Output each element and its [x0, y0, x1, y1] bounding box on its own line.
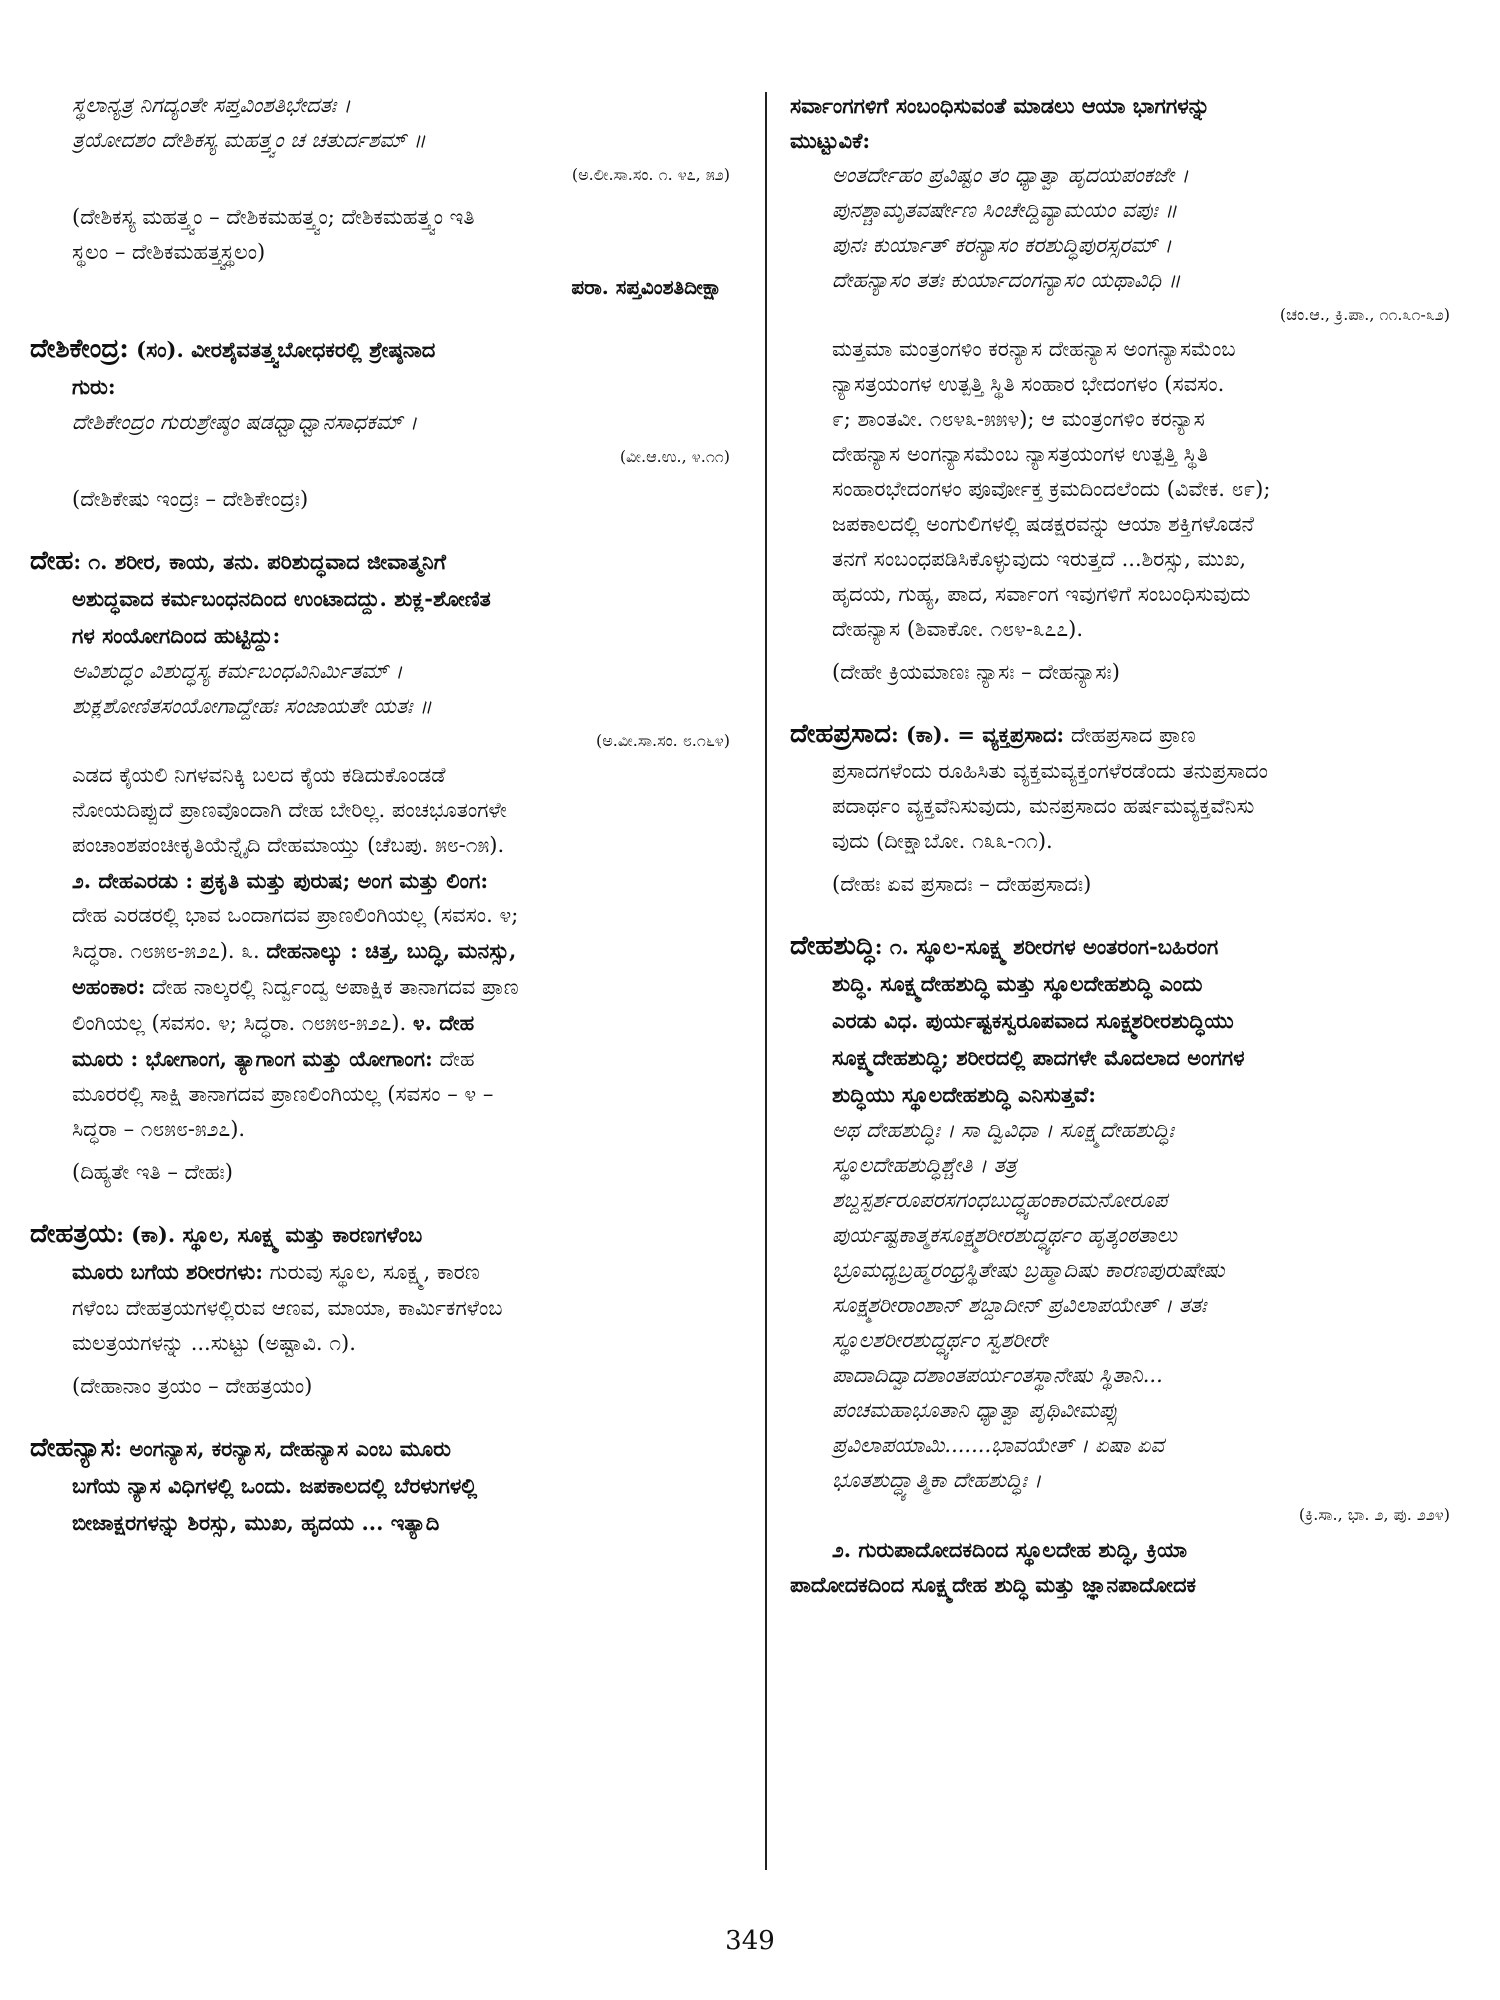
definition: : (ಕಾ). ಸ್ಥೂಲ, ಸೂಕ್ಷ್ಮ ಮತ್ತು ಕಾರಣಗಳೆಂಬ — [116, 1222, 423, 1247]
continued-entry — [30, 88, 742, 305]
verse-line: ಶುಕ್ಲಶೋಣಿತಸಂಯೋಗಾದ್ದೇಹಃ ಸಂಜಾಯತೇ ಯತಃ ॥ — [72, 694, 432, 718]
verse-line: ದೇಶಿಕೇಂದ್ರಂ ಗುರುಶ್ರೇಷ್ಠಂ ಷಡಧ್ವಾಧ್ವಾನಸಾಧಕಮ್ । — [72, 410, 418, 434]
paragraph-line: ತನಗೆ ಸಂಬಂಧಪಡಿಸಿಕೊಳ್ಳುವುದು ಇರುತ್ತದೆ ...ಶಿರಸ್ಸು, ಮುಖ, — [832, 547, 1247, 571]
headword: ದೇಹನ್ಯಾಸ — [30, 1433, 115, 1463]
verse-line: ದೇಹನ್ಯಾಸಂ ತತಃ ಕುರ್ಯಾದಂಗನ್ಯಾಸಂ ಯಥಾವಿಧಿ ॥ — [832, 268, 1181, 292]
etymology: (ದೇಹಃ ಏವ ಪ್ರಸಾದಃ – ದೇಹಪ್ರಸಾದಃ) — [832, 872, 1092, 896]
definition: (ಸಂ). ವೀರಶೈವತತ್ತ್ವಬೋಧಕರಲ್ಲಿ ಶ್ರೇಷ್ಠನಾದ — [136, 337, 436, 362]
verse-line: ಅಥ ದೇಹಶುದ್ಧಿಃ । ಸಾ ದ್ವಿವಿಧಾ । ಸೂಕ್ಷ್ಮದೇಹಶುದ್ಧಿಃ — [832, 1118, 1174, 1142]
paragraph-line: ನೋಯದಿಪ್ಪುದೆ ಪ್ರಾಣವೊಂದಾಗಿ ದೇಹ ಬೇರಿಲ್ಲ. ಪಂಚಭೂತಂಗಳೇ — [72, 798, 507, 822]
verse-line: ಪಾದಾದಿದ್ವಾದಶಾಂತಪರ್ಯಂತಸ್ಥಾನೇಷು ಸ್ಥಿತಾನಿ... — [832, 1363, 1163, 1387]
definition: ಬೀಜಾಕ್ಷರಗಳನ್ನು ಶಿರಸ್ಸು, ಮುಖ, ಹೃದಯ ... ಇತ್ಯಾದಿ — [72, 1510, 440, 1535]
paragraph-line: ಸಂಹಾರಭೇದಂಗಳಂ ಪೂರ್ವೋಕ್ತ ಕ್ರಮದಿಂದಲೆಂದು (ವಿವೇಕ. ೮೯); — [832, 477, 1271, 501]
definition: ಅಶುದ್ಧವಾದ ಕರ್ಮಬಂಧನದಿಂದ ಉಂಟಾದದ್ದು. ಶುಕ್ಲ-ಶೋಣಿತ — [72, 586, 491, 611]
definition: ಬಗೆಯ ನ್ಯಾಸ ವಿಧಿಗಳಲ್ಲಿ ಒಂದು. ಜಪಕಾಲದಲ್ಲಿ ಬೆರಳುಗಳಲ್ಲಿ — [72, 1473, 478, 1498]
headword: ದೇಶಿಕೇಂದ್ರ: — [30, 334, 129, 364]
paragraph-line: ದೇಹನ್ಯಾಸ (ಶಿವಾಕೋ. ೧೮೪-೩೭೭). — [832, 617, 1084, 641]
paragraph-line: ಮೂರರಲ್ಲಿ ಸಾಕ್ಷಿ ತಾನಾಗದವ ಪ್ರಾಣಲಿಂಗಿಯಲ್ಲ (ಸವಸಂ – ೪ – — [72, 1082, 494, 1106]
etymology: (ದೇಶಿಕಸ್ಯ ಮಹತ್ತ್ವಂ – ದೇಶಿಕಮಹತ್ತ್ವಂ; ದೇಶಿಕಮಹತ್ತ್ವಂ ಇತಿ — [72, 205, 475, 229]
paragraph-line: ಎಡದ ಕೈಯಲಿ ನಿಗಳವನಿಕ್ಕಿ ಬಲದ ಕೈಯ ಕಡಿದುಕೊಂಡಡೆ — [72, 763, 446, 787]
etymology: ಸ್ಥಲಂ – ದೇಶಿಕಮಹತ್ತ್ವಸ್ಥಲಂ) — [72, 240, 266, 264]
entry-dehaprasada — [790, 716, 1462, 902]
definition: : ಅಂಗನ್ಯಾಸ, ಕರನ್ಯಾಸ, ದೇಹನ್ಯಾಸ ಎಂಬ ಮೂರು — [114, 1436, 451, 1461]
paragraph-line: ದೇಹ ಎರಡರಲ್ಲಿ ಭಾವ ಒಂದಾಗದವ ಪ್ರಾಣಲಿಂಗಿಯಲ್ಲ (ಸವಸಂ. ೪; — [72, 903, 519, 927]
citation: (ವೀ.ಆ.ಉ., ೪.೧೧) — [619, 447, 730, 466]
definition: ಸೂಕ್ಷ್ಮದೇಹಶುದ್ಧಿ; ಶರೀರದಲ್ಲಿ ಪಾದಗಳೇ ಮೊದಲಾದ ಅಂಗಗಳ — [832, 1045, 1245, 1070]
verse-line: ಪ್ರವಿಲಾಪಯಾಮಿ.......ಭಾವಯೇತ್ । ಏಷಾ ಏವ — [832, 1433, 1164, 1457]
paragraph-line: ಪ್ರಸಾದಗಳೆಂದು ರೂಹಿಸಿತು ವ್ಯಕ್ತಮವ್ಯಕ್ತಂಗಳೆರಡೆಂದು ತನುಪ್ರಸಾದಂ — [832, 759, 1268, 783]
continued-entry — [790, 88, 1462, 690]
sense-heading: ದೇಹನಾಲ್ಕು : ಚಿತ್ತ, ಬುದ್ಧಿ, ಮನಸ್ಸು, — [266, 938, 517, 963]
verse-line: ಸ್ಥಲಾನ್ಯತ್ರ ನಿಗದ್ಯಂತೇ ಸಪ್ತವಿಂಶತಿಭೇದತಃ । — [72, 93, 351, 117]
definition: ಮೂರು ಬಗೆಯ ಶರೀರಗಳು: — [72, 1259, 263, 1284]
entry-dehatraya — [30, 1216, 742, 1404]
paragraph-line: ದೇಹನ್ಯಾಸ ಅಂಗನ್ಯಾಸಮೆಂಬ ನ್ಯಾಸತ್ರಯಂಗಳ ಉತ್ಪತ್ತಿ ಸ್ಥಿತಿ — [832, 442, 1209, 466]
definition: ಮುಟ್ಟುವಿಕೆ: — [790, 128, 871, 153]
attribution: ಪರಾ. ಸಪ್ತವಿಂಶತಿದೀಕ್ಷಾ — [571, 275, 722, 299]
page-number: 349 — [725, 1926, 775, 1956]
paragraph-line: ಮಲತ್ರಯಗಳನ್ನು ...ಸುಟ್ಟು (ಅಷ್ಟಾವಿ. ೧). — [72, 1331, 356, 1355]
paragraph-line: ಮತ್ತಮಾ ಮಂತ್ರಂಗಳಿಂ ಕರನ್ಯಾಸ ದೇಹನ್ಯಾಸ ಅಂಗನ್ಯಾಸಮೆಂಬ — [832, 337, 1236, 361]
paragraph-line: ಪದಾರ್ಥಂ ವ್ಯಕ್ತವೆನಿಸುವುದು, ಮನಪ್ರಸಾದಂ ಹರ್ಷಮವ್ಯಕ್ತವೆನಿಸು — [832, 794, 1255, 818]
definition: ಶುದ್ಧಿಯು ಸ್ಥೂಲದೇಹಶುದ್ಧಿ ಎನಿಸುತ್ತವೆ: — [832, 1082, 1096, 1107]
etymology: (ದೇಹಾನಾಂ ತ್ರಯಂ – ದೇಹತ್ರಯಂ) — [72, 1374, 313, 1398]
verse-line: ಪುನಶ್ಚಾಮೃತವರ್ಷೇಣ ಸಿಂಚೇದ್ದಿವ್ಯಾಮಯಂ ವಪುಃ ॥ — [832, 198, 1178, 222]
headword: ದೇಹತ್ರಯ — [30, 1219, 117, 1249]
definition: : ೧. ಶರೀರ, ಕಾಯ, ತನು. ಪರಿಶುದ್ಧವಾದ ಜೀವಾತ್ಮನಿಗೆ — [73, 549, 446, 574]
sense-heading: ಮೂರು : ಭೋಗಾಂಗ, ತ್ಯಾಗಾಂಗ ಮತ್ತು ಯೋಗಾಂಗ: — [72, 1046, 433, 1071]
verse-line: ಭೂತಶುದ್ಧ್ಯಾತ್ಮಿಕಾ ದೇಹಶುದ್ಧಿಃ । — [832, 1468, 1042, 1492]
verse-line: ಸ್ಥೂಲಶರೀರಶುದ್ಧ್ಯರ್ಥಂ ಸ್ವಶರೀರೇ — [832, 1328, 1048, 1352]
headword: ದೇಹ — [30, 546, 74, 576]
citation: (ಚಂ.ಆ., ಕ್ರಿ.ಪಾ., ೧೧.೩೧-೩೨) — [1279, 305, 1450, 324]
sense-heading: ಪಾದೋದಕದಿಂದ ಸೂಕ್ಷ್ಮದೇಹ ಶುದ್ಧಿ ಮತ್ತು ಜ್ಞಾನಪಾದೋದಕ — [790, 1572, 1196, 1597]
verse-line: ಪುರ್ಯಷ್ಟಕಾತ್ಮಕಸೂಕ್ಷ್ಮಶರೀರಶುದ್ಧ್ಯರ್ಥಂ ಹೃತ್ಕಂಠತಾಲು — [832, 1223, 1177, 1247]
verse-line: ತ್ರಯೋದಶಂ ದೇಶಿಕಸ್ಯ ಮಹತ್ತ್ವಂ ಚ ಚತುರ್ದಶಮ್ ॥ — [72, 128, 426, 152]
paragraph-line: ಲಿಂಗಿಯಲ್ಲ (ಸವಸಂ. ೪; ಸಿದ್ಧರಾ. ೧೮೫೮-೫೨೭). — [72, 1011, 407, 1035]
definition: : (ಕಾ). = ವ್ಯಕ್ತಪ್ರಸಾದ: — [890, 722, 1065, 747]
paragraph-line: ಹೃದಯ, ಗುಹ್ಯ, ಪಾದ, ಸರ್ವಾಂಗ ಇವುಗಳಿಗೆ ಸಂಬಂಧಿಸುವುದು — [832, 582, 1251, 606]
verse-line: ಪಂಚಮಹಾಭೂತಾನಿ ಧ್ಯಾತ್ವಾ ಪೃಥಿವೀಮಪ್ಸು — [832, 1398, 1119, 1422]
paragraph-line: ದೇಹ — [439, 1047, 475, 1071]
entry-dehanyasa — [30, 1430, 742, 1541]
verse-line: ಅಂತರ್ದೇಹಂ ಪ್ರವಿಷ್ಟಂ ತಂ ಧ್ಯಾತ್ವಾ ಹೃದಯಪಂಕಜೇ । — [832, 163, 1189, 187]
entry-deha — [30, 543, 742, 1190]
definition: ಗುರು: — [72, 374, 116, 399]
paragraph-line: ಸಿದ್ಧರಾ – ೧೮೫೮-೫೨೭). — [72, 1117, 246, 1141]
paragraph-line: ೯; ಶಾಂತವೀ. ೧೮೪೩-೫೫೪); ಆ ಮಂತ್ರಂಗಳಿಂ ಕರನ್ಯಾಸ — [832, 407, 1205, 431]
definition: ಗುರುವು ಸ್ಥೂಲ, ಸೂಕ್ಷ್ಮ, ಕಾರಣ — [262, 1260, 480, 1284]
paragraph-line: ವುದು (ದೀಕ್ಷಾಬೋ. ೧೩೩-೧೧). — [832, 829, 1053, 853]
paragraph-line: ಜಪಕಾಲದಲ್ಲಿ ಅಂಗುಲಿಗಳಲ್ಲಿ ಷಡಕ್ಷರವನ್ನು ಆಯಾ ಶಕ್ತಿಗಳೊಡನೆ — [832, 512, 1254, 536]
definition: ಗಳ ಸಂಯೋಗದಿಂದ ಹುಟ್ಟಿದ್ದು: — [72, 623, 281, 648]
definition: ಸರ್ವಾಂಗಗಳಿಗೆ ಸಂಬಂಧಿಸುವಂತೆ ಮಾಡಲು ಆಯಾ ಭಾಗಗಳನ್ನು — [790, 93, 1210, 118]
citation: (ಕ್ರಿ.ಸಾ., ಭಾ. ೨, ಪು. ೨೨೪) — [1298, 1505, 1450, 1524]
paragraph-line: ನ್ಯಾಸತ್ರಯಂಗಳ ಉತ್ಪತ್ತಿ ಸ್ಥಿತಿ ಸಂಹಾರ ಭೇದಂಗಳಂ (ಸವಸಂ. — [832, 372, 1225, 396]
definition: ಎರಡು ವಿಧ. ಪುರ್ಯಷ್ಟಕಸ್ವರೂಪವಾದ ಸೂಕ್ಷ್ಮಶರೀರಶುದ್ಧಿಯು — [832, 1008, 1234, 1033]
sense-heading: ೪. ದೇಹ — [412, 1010, 475, 1035]
etymology: (ದೇಹೇ ಕ್ರಿಯಮಾಣಃ ನ್ಯಾಸಃ – ದೇಹನ್ಯಾಸಃ) — [832, 660, 1120, 684]
verse-line: ಸ್ಥೂಲದೇಹಶುದ್ಧಿಶ್ಚೇತಿ । ತತ್ರ — [832, 1153, 1017, 1177]
verse-line: ಭ್ರೂಮಧ್ಯಬ್ರಹ್ಮರಂಧ್ರಸ್ಥಿತೇಷು ಬ್ರಹ್ಮಾದಿಷು ಕಾರಣಪುರುಷೇಷು — [832, 1258, 1225, 1282]
definition: ಶುದ್ಧಿ. ಸೂಕ್ಷ್ಮದೇಹಶುದ್ಧಿ ಮತ್ತು ಸ್ಥೂಲದೇಹಶುದ್ಧಿ ಎಂದು — [832, 971, 1203, 996]
definition: : ೧. ಸ್ಥೂಲ-ಸೂಕ್ಷ್ಮ ಶರೀರಗಳ ಅಂತರಂಗ-ಬಹಿರಂಗ — [874, 934, 1219, 959]
etymology: (ದೇಶಿಕೇಷು ಇಂದ್ರಃ – ದೇಶಿಕೇಂದ್ರಃ) — [72, 487, 309, 511]
headword: ದೇಹಪ್ರಸಾದ — [790, 719, 891, 749]
citation: (ಅ.ವೀ.ಸಾ.ಸಂ. ೮.೧೬೪) — [595, 731, 730, 750]
citation: (ಅ.ಲೀ.ಸಾ.ಸಂ. ೧. ೪೭, ೫೨) — [571, 165, 730, 184]
paragraph-line: ಪಂಚಾಂಶಪಂಚೀಕೃತಿಯೆನ್ನೈದಿ ದೇಹಮಾಯ್ತು (ಚೆಬಪು. ೫೮-೧೫). — [72, 833, 505, 857]
verse-line: ಅವಿಶುದ್ಧಂ ವಿಶುದ್ಧಸ್ಯ ಕರ್ಮಬಂಧವಿನಿರ್ಮಿತಮ್ । — [72, 659, 403, 683]
column-divider — [765, 92, 767, 1870]
paragraph-line: ಸಿದ್ಧರಾ. ೧೮೫೮-೫೨೭). ೩. — [72, 939, 260, 963]
verse-line: ಸೂಕ್ಷ್ಮಶರೀರಾಂಶಾನ್ ಶಬ್ದಾದೀನ್ ಪ್ರವಿಲಾಪಯೇತ್ । ತತಃ — [832, 1293, 1207, 1317]
sense-heading: ಅಹಂಕಾರ: — [72, 974, 146, 999]
definition: ದೇಹಪ್ರಸಾದ ಪ್ರಾಣ — [1064, 723, 1196, 747]
etymology: (ದಿಹ್ಯತೇ ಇತಿ – ದೇಹಃ) — [72, 1160, 233, 1184]
left-column — [30, 88, 742, 1541]
sense-heading: ೨. ದೇಹಎರಡು : ಪ್ರಕೃತಿ ಮತ್ತು ಪುರುಷ; ಅಂಗ ಮತ್ತು ಲಿಂಗ: — [72, 868, 489, 893]
sense-heading: ೨. ಗುರುಪಾದೋದಕದಿಂದ ಸ್ಥೂಲದೇಹ ಶುದ್ಧಿ, ಕ್ರಿಯಾ — [832, 1537, 1187, 1562]
paragraph-line: ದೇಹ ನಾಲ್ಕರಲ್ಲಿ ನಿರ್ದ್ವಂದ್ವ ಅಪಾಕ್ಷಿಕ ತಾನಾಗದವ ಪ್ರಾಣ — [152, 975, 519, 999]
headword: ದೇಹಶುದ್ಧಿ — [790, 931, 875, 961]
entry-dehashuddhi — [790, 928, 1462, 1602]
right-column — [790, 88, 1462, 1602]
verse-line: ಪುನಃ ಕುರ್ಯಾತ್ ಕರನ್ಯಾಸಂ ಕರಶುದ್ಧಿಪುರಸ್ಸರಮ್ । — [832, 233, 1172, 257]
entry-deshikendra — [30, 331, 742, 517]
verse-line: ಶಬ್ದಸ್ಪರ್ಶರೂಪರಸಗಂಧಬುದ್ಧ್ಯಹಂಕಾರಮನೋರೂಪ — [832, 1188, 1168, 1212]
paragraph-line: ಗಳೆಂಬ ದೇಹತ್ರಯಗಳಲ್ಲಿರುವ ಆಣವ, ಮಾಯಾ, ಕಾರ್ಮಿಕಗಳೆಂಬ — [72, 1296, 503, 1320]
